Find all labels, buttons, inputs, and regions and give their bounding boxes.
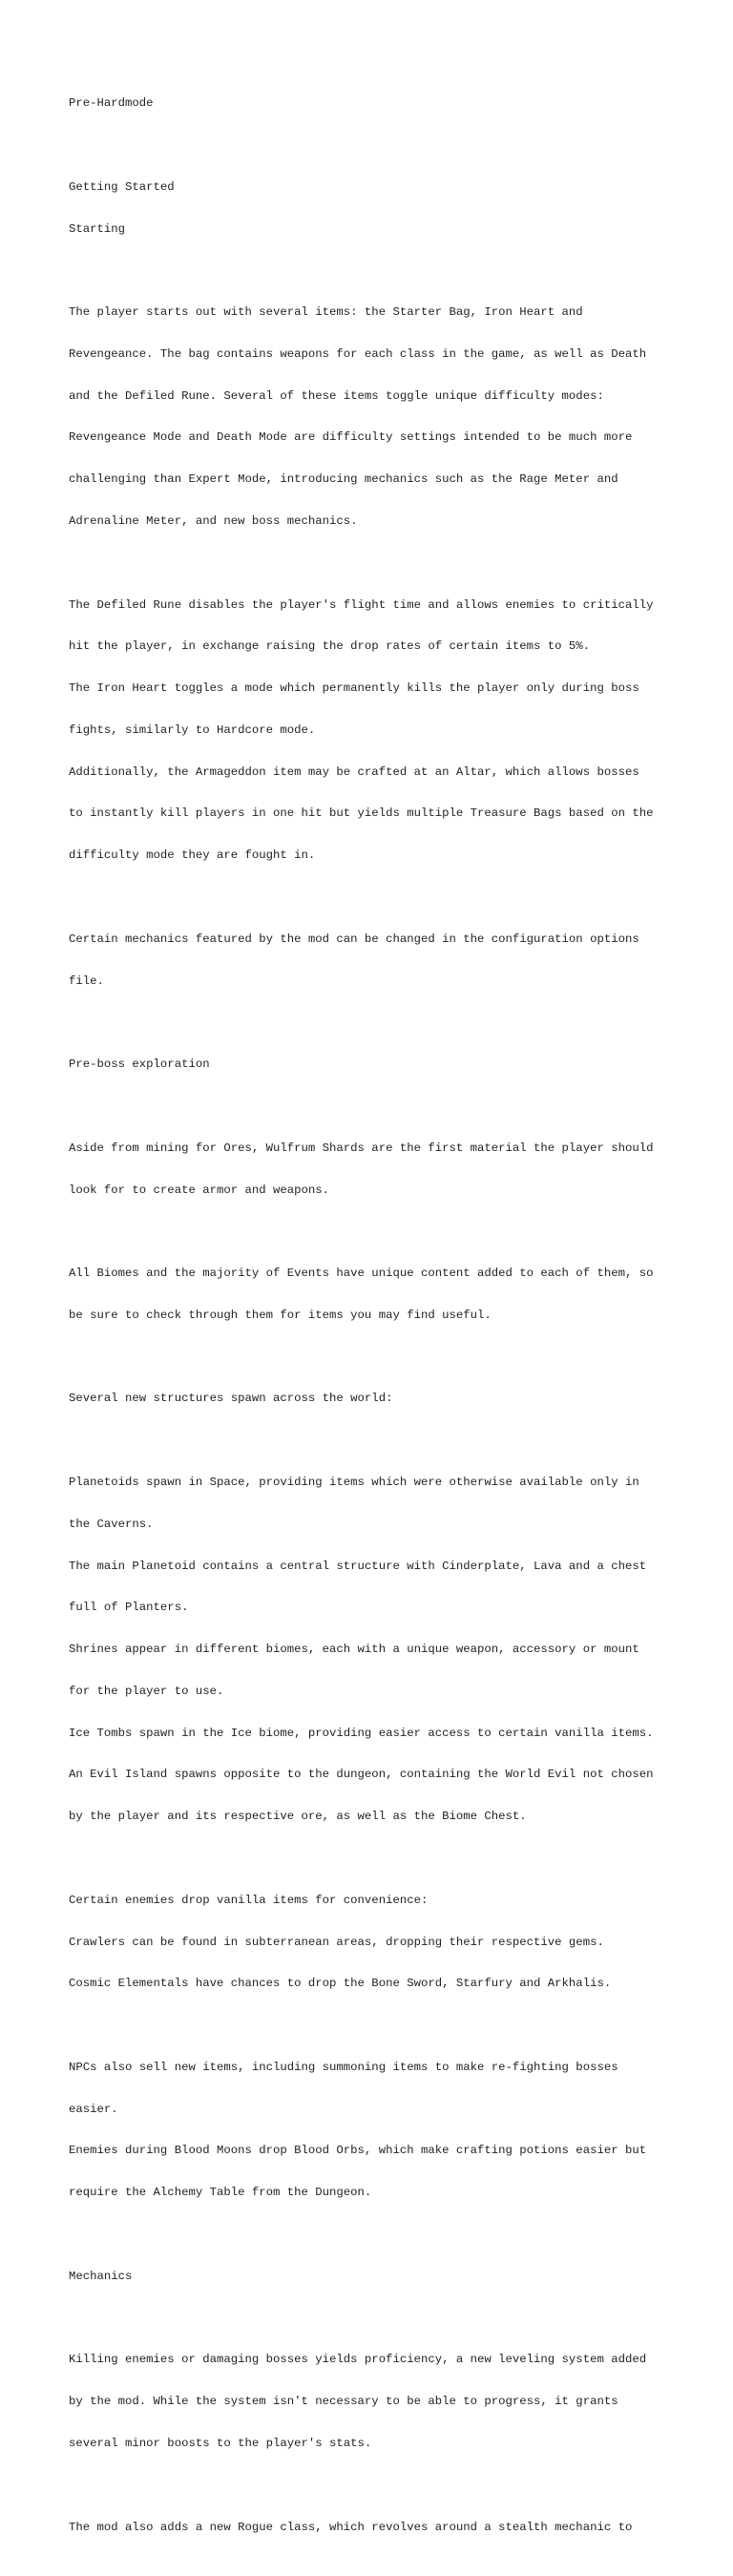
heading-mechanics xyxy=(69,2242,680,2312)
text-line: The Iron Heart toggles a mode which permanently kills the player only during boss xyxy=(69,681,639,696)
text-line: Crawlers can be found in subterranean areas, dropping their respective gems. xyxy=(69,1935,604,1949)
text-line: to instantly kill players in one hit but yields multiple Treasure Bags based on the xyxy=(69,806,654,821)
text-line: Several new structures spawn across the world: xyxy=(69,1392,393,1406)
text-line: All Biomes and the majority of Events have unique content added to each of them, so xyxy=(69,1267,654,1281)
paragraph-biomes-events xyxy=(69,1239,680,1351)
text-line: Certain enemies drop vanilla items for convenience: xyxy=(69,1893,429,1907)
text-line: The Defiled Rune disables the player's flight time and allows enemies to critically xyxy=(69,597,654,612)
text-line: full of Planters. xyxy=(69,1601,189,1615)
text-line: difficulty mode they are fought in. xyxy=(69,848,316,863)
text-line: Pre-Hardmode xyxy=(69,96,154,111)
paragraph-defiled-rune xyxy=(69,570,680,890)
text-line: Revengeance Mode and Death Mode are difficulty settings intended to be much more xyxy=(69,430,633,445)
text-line: Planetoids spawn in Space, providing items which were otherwise available only in xyxy=(69,1475,639,1489)
text-line: Enemies during Blood Moons drop Blood Orbs, which make crafting potions easier but xyxy=(69,2144,647,2158)
heading-pre-boss-exploration xyxy=(69,1030,680,1100)
text-line: The mod also adds a new Rogue class, which revolves around a stealth mechanic to xyxy=(69,2520,633,2534)
text-line: require the Alchemy Table from the Dungeon. xyxy=(69,2186,372,2200)
text-line: by the player and its respective ore, as well as the Biome Chest. xyxy=(69,1810,527,1824)
text-line: Cosmic Elementals have chances to drop the Bone Sword, Starfury and Arkhalis. xyxy=(69,1977,612,1991)
paragraph-structures-intro xyxy=(69,1364,680,1434)
document-page xyxy=(69,69,680,2576)
text-line: several minor boosts to the player's stats. xyxy=(69,2436,372,2450)
text-line: Starting xyxy=(69,221,126,236)
text-line: for the player to use. xyxy=(69,1684,224,1698)
text-line: fights, similarly to Hardcore mode. xyxy=(69,723,316,737)
paragraph-enemy-drops xyxy=(69,1866,680,2020)
paragraph-starting-items xyxy=(69,278,680,556)
text-line: NPCs also sell new items, including summoning items to make re-fighting bosses xyxy=(69,2060,618,2074)
text-line: Revengeance. The bag contains weapons for each class in the game, as well as Death xyxy=(69,346,647,361)
paragraph-npcs xyxy=(69,2033,680,2228)
text-line: Mechanics xyxy=(69,2269,133,2283)
text-line: by the mod. While the system isn't necessary to be able to progress, it grants xyxy=(69,2395,618,2409)
text-line: Getting Started xyxy=(69,179,175,194)
text-line: Additionally, the Armageddon item may be crafted at an Altar, which allows bosses xyxy=(69,764,639,779)
text-line: Killing enemies or damaging bosses yields proficiency, a new leveling system added xyxy=(69,2353,647,2367)
paragraph-proficiency xyxy=(69,2325,680,2479)
text-line: challenging than Expert Mode, introducing mechanics such as the Rage Meter and xyxy=(69,472,618,487)
text-line: Adrenaline Meter, and new boss mechanics. xyxy=(69,514,358,528)
text-line: Pre-boss exploration xyxy=(69,1058,210,1072)
paragraph-config-options xyxy=(69,905,680,1016)
text-line: Ice Tombs spawn in the Ice biome, providing easier access to certain vanilla items. xyxy=(69,1726,654,1740)
text-line: be sure to check through them for items you may find useful. xyxy=(69,1308,492,1322)
text-line: The player starts out with several items: the Starter Bag, Iron Heart and xyxy=(69,305,583,320)
text-line: hit the player, in exchange raising the drop rates of certain items to 5%. xyxy=(69,639,591,654)
text-line: the Caverns. xyxy=(69,1517,154,1531)
paragraph-rogue-class xyxy=(69,2492,680,2562)
text-line: The main Planetoid contains a central structure with Cinderplate, Lava and a chest xyxy=(69,1559,647,1573)
text-line: Shrines appear in different biomes, each with a unique weapon, accessory or mount xyxy=(69,1643,639,1657)
text-line: An Evil Island spawns opposite to the dungeon, containing the World Evil not chosen xyxy=(69,1768,654,1782)
paragraph-structures-list xyxy=(69,1448,680,1852)
text-line: Certain mechanics featured by the mod can be changed in the configuration options xyxy=(69,932,639,946)
heading-getting-started xyxy=(69,153,680,264)
text-line: Aside from mining for Ores, Wulfrum Shards are the first material the player should xyxy=(69,1141,654,1155)
heading-pre-hardmode xyxy=(69,69,680,138)
text-line: look for to create armor and weapons. xyxy=(69,1183,330,1197)
text-line: and the Defiled Rune. Several of these items toggle unique difficulty modes: xyxy=(69,388,604,403)
paragraph-wulfrum-shards xyxy=(69,1114,680,1225)
text-line: easier. xyxy=(69,2102,118,2116)
text-line: file. xyxy=(69,974,104,988)
